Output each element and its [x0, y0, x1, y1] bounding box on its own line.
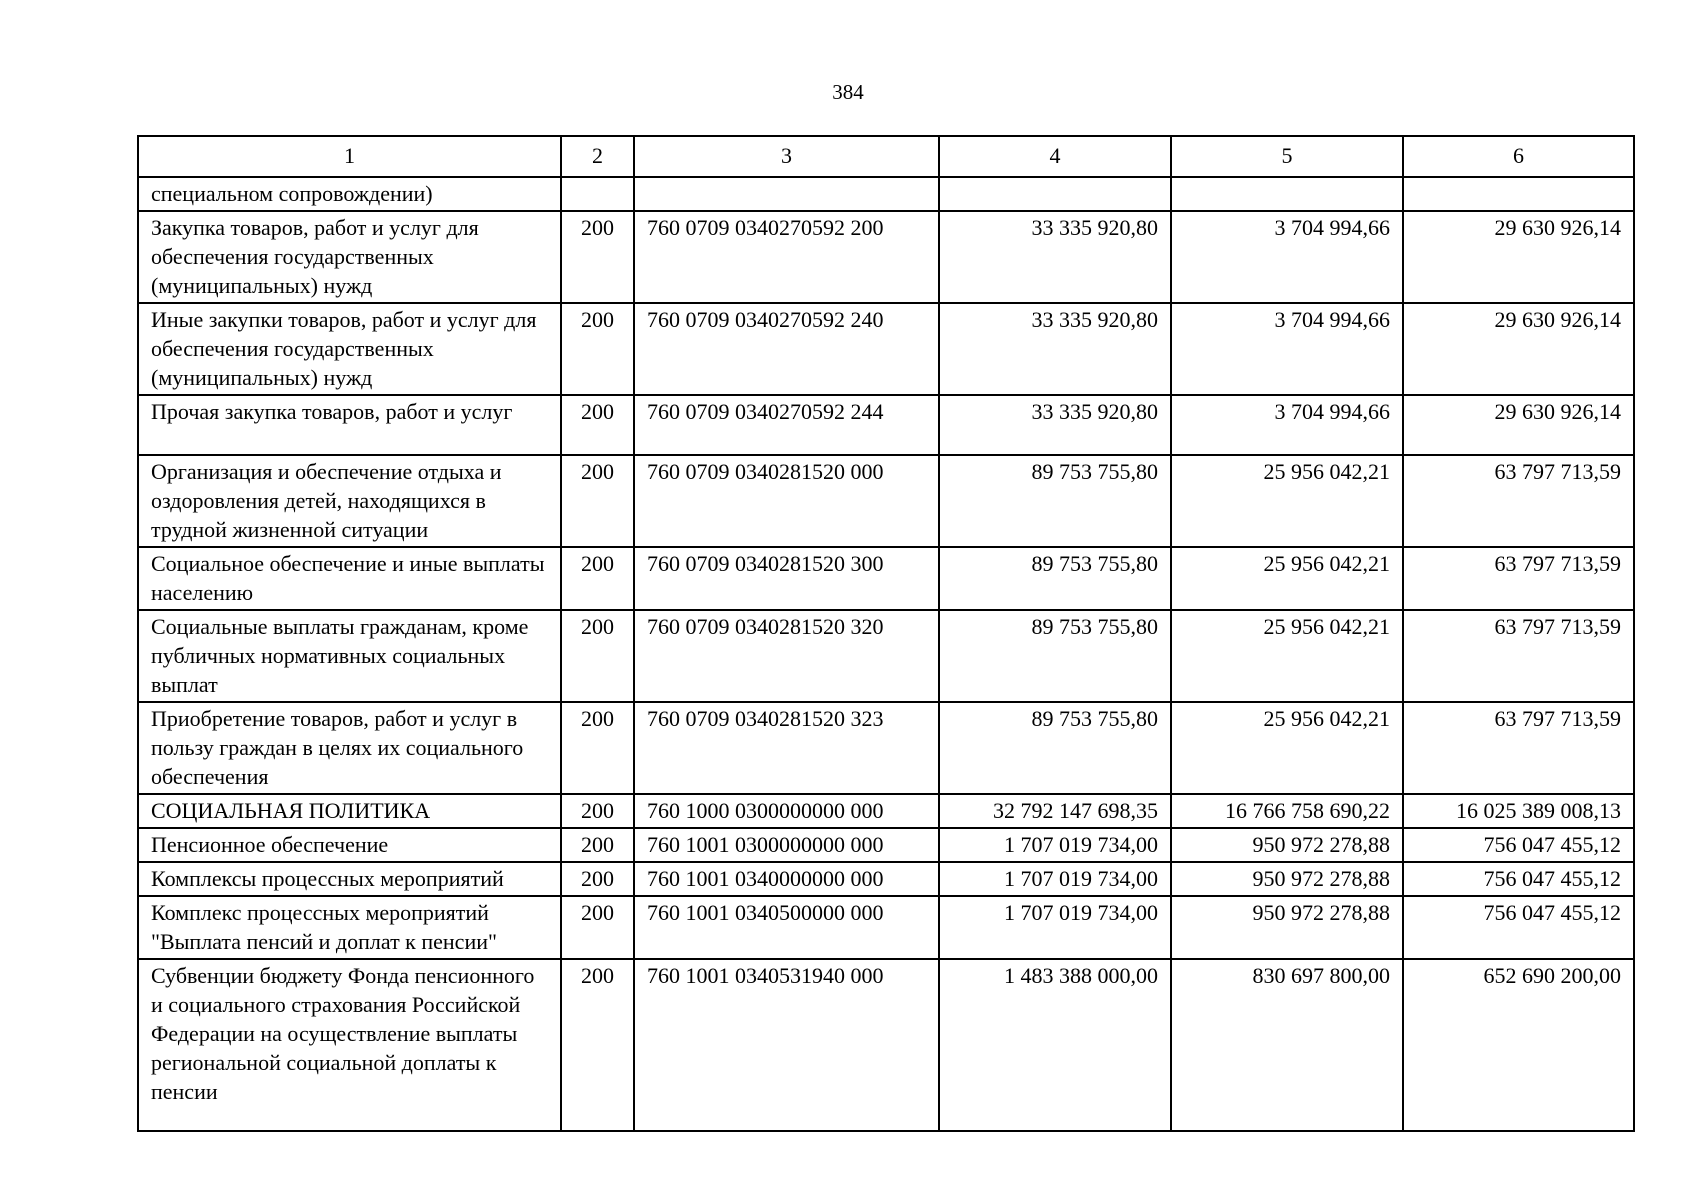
page-number: 384 — [832, 80, 864, 104]
row-col4: 33 335 920,80 — [939, 303, 1171, 395]
row-group: 200 — [561, 610, 634, 702]
row-name: Пенсионное обеспечение — [138, 828, 561, 862]
row-col5: 3 704 994,66 — [1171, 211, 1403, 303]
row-name: Социальное обеспечение и иные выплаты населению — [138, 547, 561, 610]
row-group: 200 — [561, 547, 634, 610]
row-col5: 25 956 042,21 — [1171, 610, 1403, 702]
row-col6: 756 047 455,12 — [1403, 896, 1634, 959]
row-col5-empty — [1171, 177, 1403, 211]
row-code: 760 1001 0340000000 000 — [634, 862, 939, 896]
row-code: 760 0709 0340281520 320 — [634, 610, 939, 702]
row-group: 200 — [561, 862, 634, 896]
row-col5: 950 972 278,88 — [1171, 896, 1403, 959]
row-col6: 63 797 713,59 — [1403, 610, 1634, 702]
row-group: 200 — [561, 828, 634, 862]
row-col6: 29 630 926,14 — [1403, 395, 1634, 455]
row-col6-empty — [1403, 177, 1634, 211]
row-col6: 29 630 926,14 — [1403, 303, 1634, 395]
row-group: 200 — [561, 455, 634, 547]
row-col5: 3 704 994,66 — [1171, 395, 1403, 455]
row-code: 760 1001 0340531940 000 — [634, 959, 939, 1131]
row-col4: 89 753 755,80 — [939, 547, 1171, 610]
row-name: Иные закупки товаров, работ и услуг для обеспечения государственных (муниципальных) нужд — [138, 303, 561, 395]
row-col5: 25 956 042,21 — [1171, 702, 1403, 794]
row-group-empty — [561, 177, 634, 211]
row-group: 200 — [561, 702, 634, 794]
row-name: Приобретение товаров, работ и услуг в пользу граждан в целях их социального обеспечения — [138, 702, 561, 794]
budget-table — [137, 135, 1635, 1132]
row-col4-empty — [939, 177, 1171, 211]
row-col6: 756 047 455,12 — [1403, 862, 1634, 896]
row-col5: 950 972 278,88 — [1171, 862, 1403, 896]
row-col4: 89 753 755,80 — [939, 702, 1171, 794]
table-row — [138, 395, 1634, 455]
row-code: 760 1001 0340500000 000 — [634, 896, 939, 959]
row-col6: 652 690 200,00 — [1403, 959, 1634, 1131]
row-code: 760 0709 0340281520 300 — [634, 547, 939, 610]
row-col5: 3 704 994,66 — [1171, 303, 1403, 395]
row-col4: 1 707 019 734,00 — [939, 896, 1171, 959]
row-col4: 89 753 755,80 — [939, 455, 1171, 547]
row-name: Комплексы процессных мероприятий — [138, 862, 561, 896]
table-row — [138, 702, 1634, 794]
row-col4: 1 707 019 734,00 — [939, 828, 1171, 862]
row-col5: 16 766 758 690,22 — [1171, 794, 1403, 828]
row-name: специальном сопровождении) — [138, 177, 561, 211]
row-name: СОЦИАЛЬНАЯ ПОЛИТИКА — [138, 794, 561, 828]
table-row — [138, 455, 1634, 547]
row-col6: 29 630 926,14 — [1403, 211, 1634, 303]
row-name: Прочая закупка товаров, работ и услуг — [138, 395, 561, 455]
row-col6: 63 797 713,59 — [1403, 702, 1634, 794]
table-row-continued — [138, 177, 1634, 211]
row-code: 760 0709 0340270592 200 — [634, 211, 939, 303]
column-header-4: 4 — [939, 136, 1171, 177]
table-row — [138, 610, 1634, 702]
column-header-1: 1 — [138, 136, 561, 177]
column-header-2: 2 — [561, 136, 634, 177]
row-col6: 756 047 455,12 — [1403, 828, 1634, 862]
row-col4: 32 792 147 698,35 — [939, 794, 1171, 828]
row-col5: 830 697 800,00 — [1171, 959, 1403, 1131]
row-col4: 33 335 920,80 — [939, 211, 1171, 303]
table-header-row — [138, 136, 1634, 177]
column-header-6: 6 — [1403, 136, 1634, 177]
column-header-3: 3 — [634, 136, 939, 177]
row-col5: 25 956 042,21 — [1171, 455, 1403, 547]
row-col5: 25 956 042,21 — [1171, 547, 1403, 610]
row-name: Субвенции бюджету Фонда пенсионного и социального страхования Российской Федерации на осуществление выплаты региональной социальной доплаты к пенсии — [138, 959, 561, 1131]
row-col6: 63 797 713,59 — [1403, 547, 1634, 610]
row-code: 760 1000 0300000000 000 — [634, 794, 939, 828]
row-code: 760 1001 0300000000 000 — [634, 828, 939, 862]
row-name: Организация и обеспечение отдыха и оздоровления детей, находящихся в трудной жизненной ситуации — [138, 455, 561, 547]
row-col6: 16 025 389 008,13 — [1403, 794, 1634, 828]
table-row — [138, 896, 1634, 959]
row-name: Комплекс процессных мероприятий "Выплата пенсий и доплат к пенсии" — [138, 896, 561, 959]
table-row — [138, 547, 1634, 610]
row-code: 760 0709 0340270592 244 — [634, 395, 939, 455]
row-group: 200 — [561, 211, 634, 303]
row-code: 760 0709 0340281520 323 — [634, 702, 939, 794]
row-group: 200 — [561, 794, 634, 828]
table-row — [138, 959, 1634, 1131]
row-group: 200 — [561, 959, 634, 1131]
row-col5: 950 972 278,88 — [1171, 828, 1403, 862]
column-header-5: 5 — [1171, 136, 1403, 177]
row-col6: 63 797 713,59 — [1403, 455, 1634, 547]
row-name: Социальные выплаты гражданам, кроме публичных нормативных социальных выплат — [138, 610, 561, 702]
row-col4: 33 335 920,80 — [939, 395, 1171, 455]
table-row — [138, 828, 1634, 862]
row-code: 760 0709 0340281520 000 — [634, 455, 939, 547]
row-group: 200 — [561, 303, 634, 395]
row-col4: 1 483 388 000,00 — [939, 959, 1171, 1131]
row-group: 200 — [561, 395, 634, 455]
row-group: 200 — [561, 896, 634, 959]
table-row — [138, 211, 1634, 303]
row-col4: 1 707 019 734,00 — [939, 862, 1171, 896]
table-row — [138, 303, 1634, 395]
table-row — [138, 862, 1634, 896]
row-name: Закупка товаров, работ и услуг для обеспечения государственных (муниципальных) нужд — [138, 211, 561, 303]
row-col4: 89 753 755,80 — [939, 610, 1171, 702]
row-code-empty — [634, 177, 939, 211]
table-row — [138, 794, 1634, 828]
row-code: 760 0709 0340270592 240 — [634, 303, 939, 395]
